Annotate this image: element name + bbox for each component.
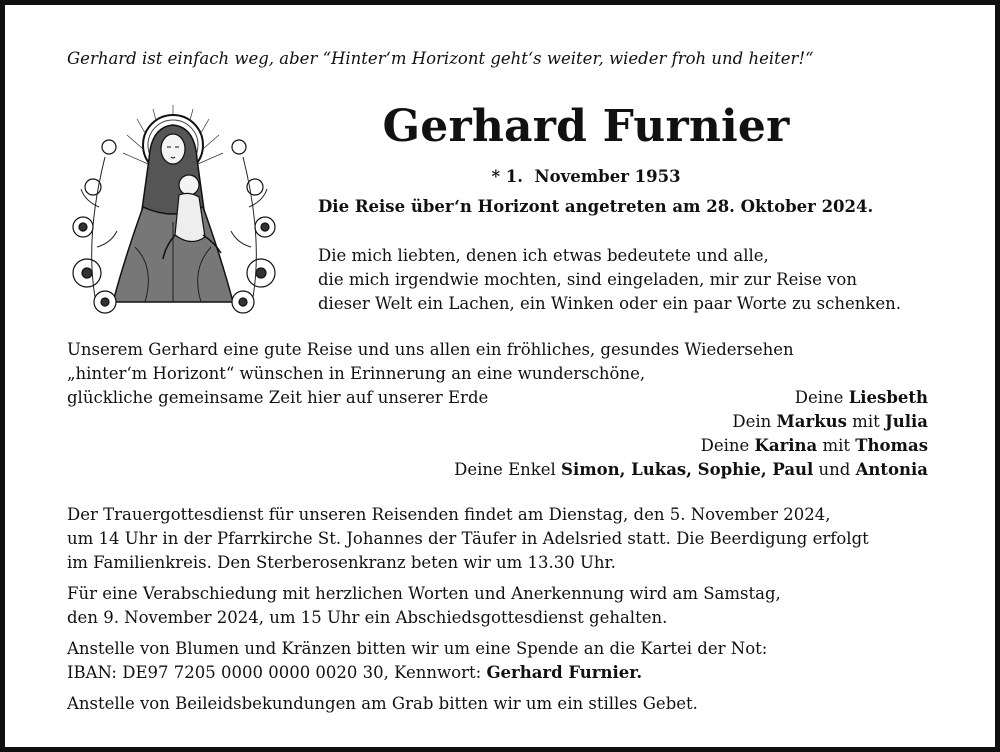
donation-keyword: Gerhard Furnier.: [486, 663, 643, 682]
signer-conjunction: und: [813, 460, 856, 479]
signer-name: Simon, Lukas, Sophie, Paul: [561, 460, 814, 479]
motto-quote: Gerhard ist einfach weg, aber “Hinter‘m Horizont geht‘s weiter, wieder froh und heiter!“: [67, 49, 814, 68]
death-notice-line: Die Reise über‘n Horizont angetreten am 28. Oktober 2024.: [318, 197, 874, 216]
signer-conjunction: mit: [846, 412, 885, 431]
poem-line: die mich irgendwie mochten, sind eingeladen, mir zur Reise von: [318, 270, 857, 289]
signer-name: Karina: [754, 436, 818, 455]
signer-name: Markus: [776, 412, 847, 431]
service-line: Anstelle von Beileidsbekundungen am Grab bitten wir um ein stilles Gebet.: [67, 694, 698, 713]
poem-line: Die mich liebten, denen ich etwas bedeutete und alle,: [318, 246, 769, 265]
signer-line: [328, 434, 928, 458]
wish-line: Unserem Gerhard eine gute Reise und uns allen ein fröhliches, gesundes Wiedersehen: [67, 340, 794, 359]
signer-prefix: Deine: [700, 436, 755, 455]
madonna-with-child-icon: [65, 97, 283, 317]
service-line: Für eine Verabschiedung mit herzlichen Worten und Anerkennung wird am Samstag,: [67, 584, 781, 603]
wish-line: „hinter‘m Horizont“ wünschen in Erinnerung an eine wunderschöne,: [67, 364, 646, 383]
iban-text: IBAN: DE97 7205 0000 0000 0020 30, Kennwort:: [67, 663, 487, 682]
poem-line: dieser Welt ein Lachen, ein Winken oder ein paar Worte zu schenken.: [318, 294, 901, 313]
deceased-name: Gerhard Furnier: [382, 101, 790, 152]
signer-prefix: Deine: [794, 388, 849, 407]
signer-line: [328, 410, 928, 434]
wish-line: glückliche gemeinsame Zeit hier auf unserer Erde: [67, 388, 489, 407]
signer-name: Julia: [884, 412, 928, 431]
service-line: Der Trauergottesdienst für unseren Reisenden findet am Dienstag, den 5. November 2024,: [67, 505, 831, 524]
signer-name: Antonia: [855, 460, 928, 479]
service-line: Anstelle von Blumen und Kränzen bitten wir um eine Spende an die Kartei der Not:: [67, 639, 768, 658]
signer-line: [328, 458, 928, 482]
signers-block: [328, 386, 928, 482]
signer-line: [328, 386, 928, 410]
poem-text: [318, 244, 938, 316]
service-line: um 14 Uhr in der Pfarrkirche St. Johannes der Täufer in Adelsried statt. Die Beerdigung erfolgt: [67, 529, 869, 548]
signer-conjunction: mit: [817, 436, 856, 455]
signer-name: Thomas: [855, 436, 928, 455]
signer-name: Liesbeth: [848, 388, 928, 407]
signer-prefix: Deine Enkel: [454, 460, 562, 479]
signer-prefix: Dein: [732, 412, 777, 431]
service-line: den 9. November 2024, um 15 Uhr ein Abschiedsgottesdienst gehalten.: [67, 608, 668, 627]
service-line: [67, 661, 947, 685]
birth-date: * 1. November 1953: [491, 167, 681, 186]
service-line: im Familienkreis. Den Sterberosenkranz beten wir um 13.30 Uhr.: [67, 553, 616, 572]
service-information: [67, 496, 947, 723]
